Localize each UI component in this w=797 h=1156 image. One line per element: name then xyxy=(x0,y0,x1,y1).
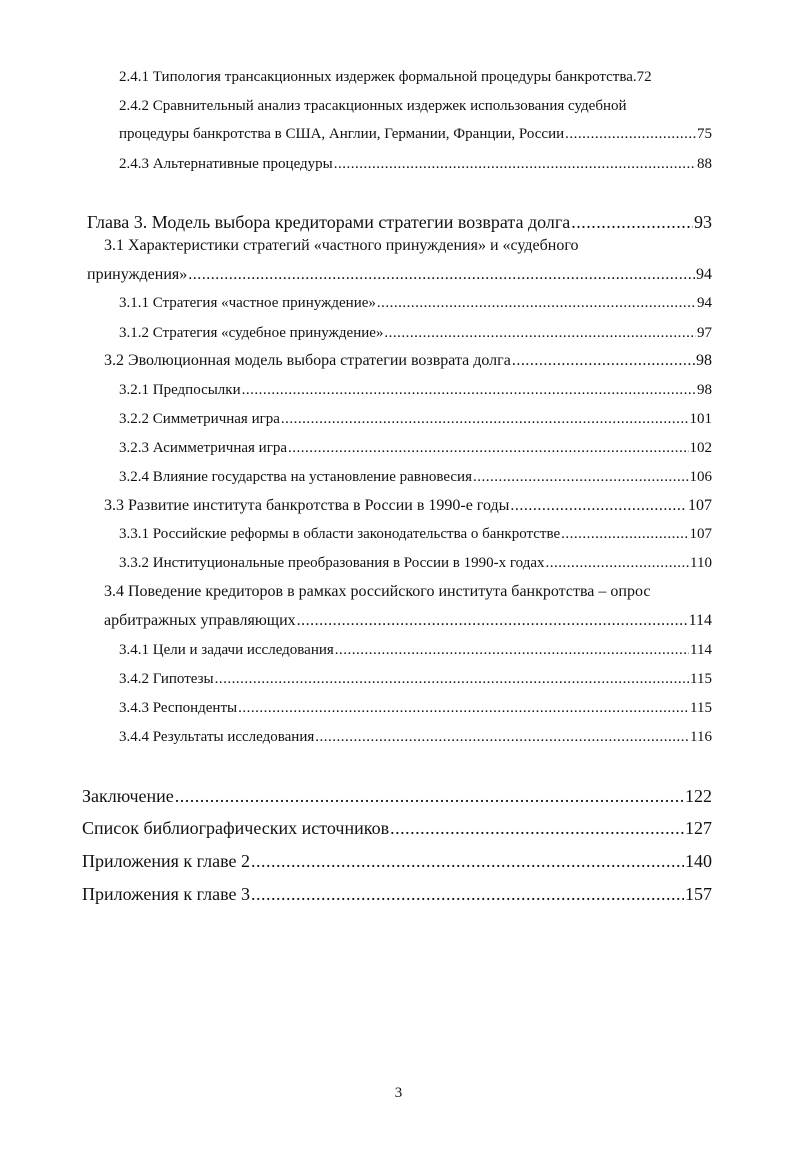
toc-title: 3.4.4 Результаты исследования xyxy=(119,729,315,745)
toc-entry-3-3-1 xyxy=(119,526,712,543)
toc-page: 97 xyxy=(697,325,712,341)
toc-page: 115 xyxy=(690,700,712,716)
toc-page: 110 xyxy=(690,555,712,571)
toc-leader xyxy=(565,126,696,143)
toc-page: 94 xyxy=(697,295,712,311)
toc-section-3-1 xyxy=(87,266,712,284)
toc-entry-3-4-2 xyxy=(119,671,712,688)
toc-page: 102 xyxy=(689,440,712,456)
toc-leader xyxy=(281,411,689,428)
toc-title: 3.4.1 Цели и задачи исследования xyxy=(119,642,334,658)
toc-title: 3.2.1 Предпосылки xyxy=(119,382,241,398)
toc-conclusion xyxy=(82,786,712,807)
toc-title: 3.2.2 Симметричная игра xyxy=(119,411,280,427)
toc-entry-2-4-3 xyxy=(119,156,712,173)
toc-page: 114 xyxy=(688,612,712,629)
toc-leader xyxy=(377,295,696,312)
toc-section-3-1-line1: 3.1 Характеристики стратегий «частного принуждения» и «судебного xyxy=(104,237,579,254)
toc-page: 122 xyxy=(685,786,712,806)
toc-title: 3.3.2 Институциональные преобразования в России в 1990-х годах xyxy=(119,555,545,571)
toc-title: 3.2.3 Асимметричная игра xyxy=(119,440,288,456)
toc-page: 114 xyxy=(690,642,712,658)
toc-leader xyxy=(238,700,689,717)
toc-section-3-2 xyxy=(104,352,712,370)
toc-page: 106 xyxy=(689,469,712,485)
toc-leader xyxy=(334,156,696,173)
toc-leader xyxy=(335,642,689,659)
toc-leader xyxy=(384,325,696,342)
toc-title: 3.2 Эволюционная модель выбора стратегии возврата долга xyxy=(104,352,511,369)
toc-leader xyxy=(251,851,684,872)
toc-page: 98 xyxy=(697,382,712,398)
toc-entry-3-4-4 xyxy=(119,729,712,746)
toc-section-3-4-line1: 3.4 Поведение кредиторов в рамках российского института банкротства – опрос xyxy=(104,583,651,600)
toc-chapter-3 xyxy=(87,212,712,233)
toc-entry-3-1-2 xyxy=(119,325,712,342)
toc-entry-3-4-1 xyxy=(119,642,712,659)
toc-page: 157 xyxy=(685,884,712,904)
toc-page: 107 xyxy=(688,497,712,514)
toc-leader xyxy=(473,469,689,486)
toc-title: 2.4.3 Альтернативные процедуры xyxy=(119,156,333,172)
toc-entry-3-4-3 xyxy=(119,700,712,717)
toc-page: 94 xyxy=(696,266,712,283)
toc-title: процедуры банкротства в США, Англии, Германии, Франции, России xyxy=(119,126,565,142)
toc-page: 88 xyxy=(697,156,712,172)
toc-title: принуждения» xyxy=(87,266,188,283)
toc-title: Глава 3. Модель выбора кредиторами стратегии возврата долга xyxy=(87,212,571,232)
toc-title: 2.4.1 Типология трансакционных издержек формальной процедуры банкротства xyxy=(119,69,633,85)
toc-page: 140 xyxy=(685,851,712,871)
toc-title: Список библиографических источников xyxy=(82,818,390,838)
toc-leader xyxy=(510,497,687,515)
toc-entry-3-2-1 xyxy=(119,382,712,399)
toc-entry-3-2-3 xyxy=(119,440,712,457)
toc-page: .72 xyxy=(632,69,652,85)
toc-page: 98 xyxy=(696,352,712,369)
toc-leader xyxy=(561,526,688,543)
toc-section-3-4 xyxy=(104,612,712,630)
toc-appendix-3 xyxy=(82,884,712,905)
toc-title: Приложения к главе 2 xyxy=(82,851,250,871)
toc-entry-3-2-2 xyxy=(119,411,712,428)
toc-title: 3.1.2 Стратегия «судебное принуждение» xyxy=(119,325,384,341)
toc-leader xyxy=(188,266,695,284)
toc-leader xyxy=(546,555,690,572)
toc-entry-2-4-2-line1: 2.4.2 Сравнительный анализ трасакционных издержек использования судебной xyxy=(119,98,627,114)
toc-page: 101 xyxy=(689,411,712,427)
toc-appendix-2 xyxy=(82,851,712,872)
toc-leader xyxy=(215,671,689,688)
toc-leader xyxy=(512,352,695,370)
toc-entry-3-3-2 xyxy=(119,555,712,572)
toc-entry-3-1-1 xyxy=(119,295,712,312)
toc-title: 3.3 Развитие института банкротства в России в 1990-е годы xyxy=(104,497,510,514)
toc-leader xyxy=(390,818,684,839)
page-number: 3 xyxy=(394,1085,403,1101)
toc-page: 93 xyxy=(694,212,712,232)
toc-leader xyxy=(571,212,693,233)
toc-title: 3.2.4 Влияние государства на установление равновесия xyxy=(119,469,472,485)
toc-title: Заключение xyxy=(82,786,174,806)
toc-title: 3.3.1 Российские реформы в области законодательства о банкротстве xyxy=(119,526,561,542)
toc-entry-2-4-2 xyxy=(119,126,712,143)
toc-page: 75 xyxy=(697,126,712,142)
toc-leader xyxy=(315,729,689,746)
toc-title: Приложения к главе 3 xyxy=(82,884,250,904)
toc-title: арбитражных управляющих xyxy=(104,612,296,629)
toc-leader xyxy=(251,884,684,905)
toc-entry-3-2-4 xyxy=(119,469,712,486)
toc-section-3-3 xyxy=(104,497,712,515)
toc-title: 3.4.3 Респонденты xyxy=(119,700,238,716)
toc-page: 115 xyxy=(690,671,712,687)
toc-title: 3.4.2 Гипотезы xyxy=(119,671,214,687)
toc-entry-2-4-1 xyxy=(119,69,712,86)
toc-page: 116 xyxy=(690,729,712,745)
toc-page: 107 xyxy=(689,526,712,542)
toc-page: 127 xyxy=(685,818,712,838)
toc-bibliography xyxy=(82,818,712,839)
toc-leader xyxy=(297,612,688,630)
toc-title: 3.1.1 Стратегия «частное принуждение» xyxy=(119,295,376,311)
toc-leader xyxy=(242,382,696,399)
toc-leader xyxy=(288,440,688,457)
toc-leader xyxy=(175,786,684,807)
